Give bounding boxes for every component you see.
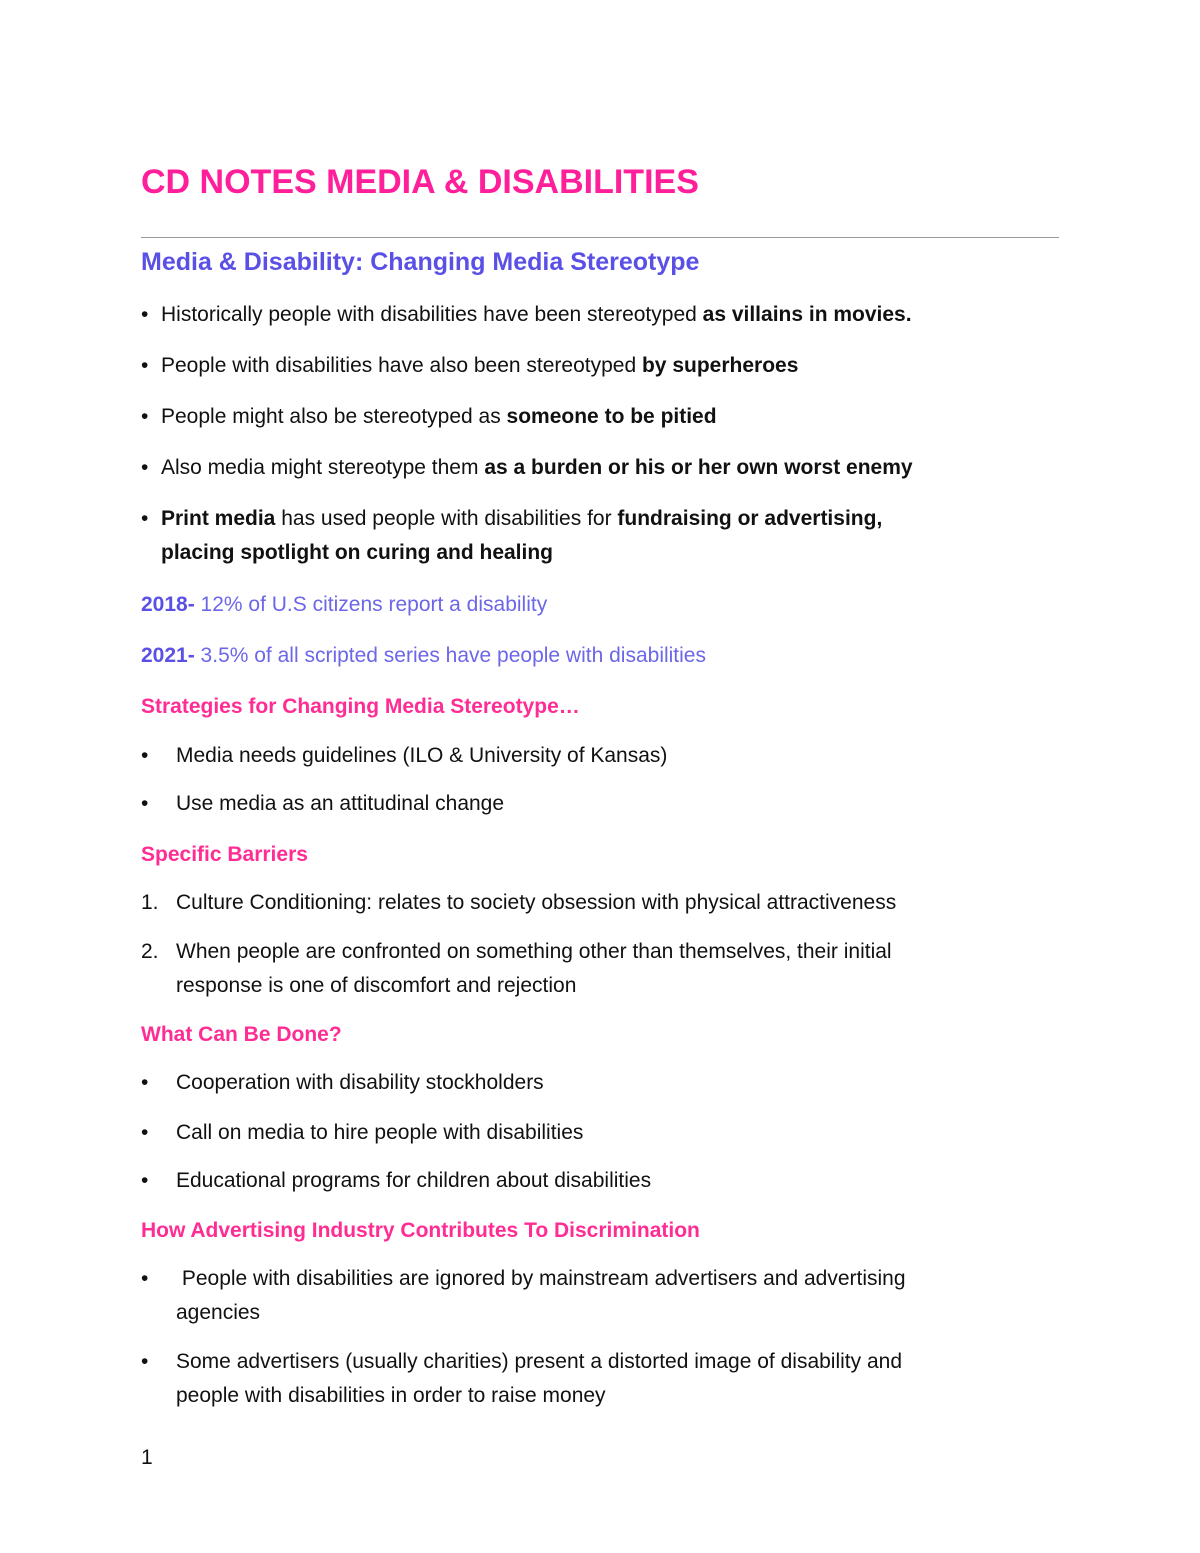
stat-year: 2021- (141, 644, 195, 667)
page-number: 1 (141, 1446, 153, 1469)
bullet-marker: • (141, 456, 149, 479)
stat-line (141, 641, 706, 671)
bullet-marker: • (141, 744, 149, 767)
bullet-text: Call on media to hire people with disabilities (176, 1121, 584, 1144)
bullet-marker: • (141, 1121, 149, 1144)
bullet-marker: • (141, 405, 149, 428)
stat-year: 2018- (141, 593, 195, 616)
bullet-marker: • (141, 1267, 149, 1290)
bullet-marker: • (141, 1350, 149, 1373)
bullet-marker: • (141, 354, 149, 377)
bullet-text: People might also be stereotyped as (161, 405, 507, 428)
bullet-text: Also media might stereotype them (161, 456, 485, 479)
bullet-text-continued: people with disabilities in order to raise money (176, 1384, 606, 1407)
bullet-text: Educational programs for children about disabilities (176, 1169, 652, 1192)
bullet-emphasis: Print media (161, 507, 276, 530)
item-number: 1. (141, 891, 159, 914)
bullet-text: Some advertisers (usually charities) present a distorted image of disability and (176, 1350, 903, 1373)
bullet-text: Media needs guidelines (ILO & University of Kansas) (176, 744, 668, 767)
bullet-emphasis: fundraising or advertising, (617, 507, 883, 530)
stat-line (141, 590, 547, 620)
item-text-continued: response is one of discomfort and rejection (176, 974, 577, 997)
section-heading-what-can-be-done: What Can Be Done? (141, 1023, 342, 1046)
bullet-marker: • (141, 1169, 149, 1192)
section-heading-barriers: Specific Barriers (141, 843, 308, 866)
section-subtitle: Media & Disability: Changing Media Stereotype (141, 248, 700, 276)
bullet-text: People with disabilities are ignored by mainstream advertisers and advertising (176, 1267, 906, 1290)
bullet-emphasis: as villains in movies. (702, 303, 912, 326)
bullet-marker: • (141, 507, 149, 530)
bullet-text: Historically people with disabilities have been stereotyped (161, 303, 703, 326)
bullet-text-continued: agencies (176, 1301, 261, 1324)
bullet-text: Cooperation with disability stockholders (176, 1071, 544, 1094)
bullet-emphasis: by superheroes (641, 354, 799, 377)
stat-text: 12% of U.S citizens report a disability (194, 593, 548, 616)
section-heading-advertising: How Advertising Industry Contributes To Discrimination (141, 1219, 700, 1242)
bullet-marker: • (141, 303, 149, 326)
item-text: When people are confronted on something other than themselves, their initial (176, 940, 892, 963)
bullet-text: Use media as an attitudinal change (176, 792, 505, 815)
item-number: 2. (141, 940, 159, 963)
item-text: Culture Conditioning: relates to society obsession with physical attractiveness (176, 891, 897, 914)
bullet-emphasis: someone to be pitied (506, 405, 717, 428)
section-heading-strategies: Strategies for Changing Media Stereotype… (141, 695, 580, 718)
bullet-text: has used people with disabilities for (275, 507, 618, 530)
bullet-emphasis-continued: placing spotlight on curing and healing (161, 541, 553, 564)
bullet-text: People with disabilities have also been stereotyped (161, 354, 642, 377)
bullet-marker: • (141, 1071, 149, 1094)
title-divider (141, 237, 1059, 238)
bullet-marker: • (141, 792, 149, 815)
stat-text: 3.5% of all scripted series have people with disabilities (194, 644, 706, 667)
bullet-emphasis: as a burden or his or her own worst enemy (484, 456, 913, 479)
document-title: CD NOTES MEDIA & DISABILITIES (141, 163, 699, 201)
